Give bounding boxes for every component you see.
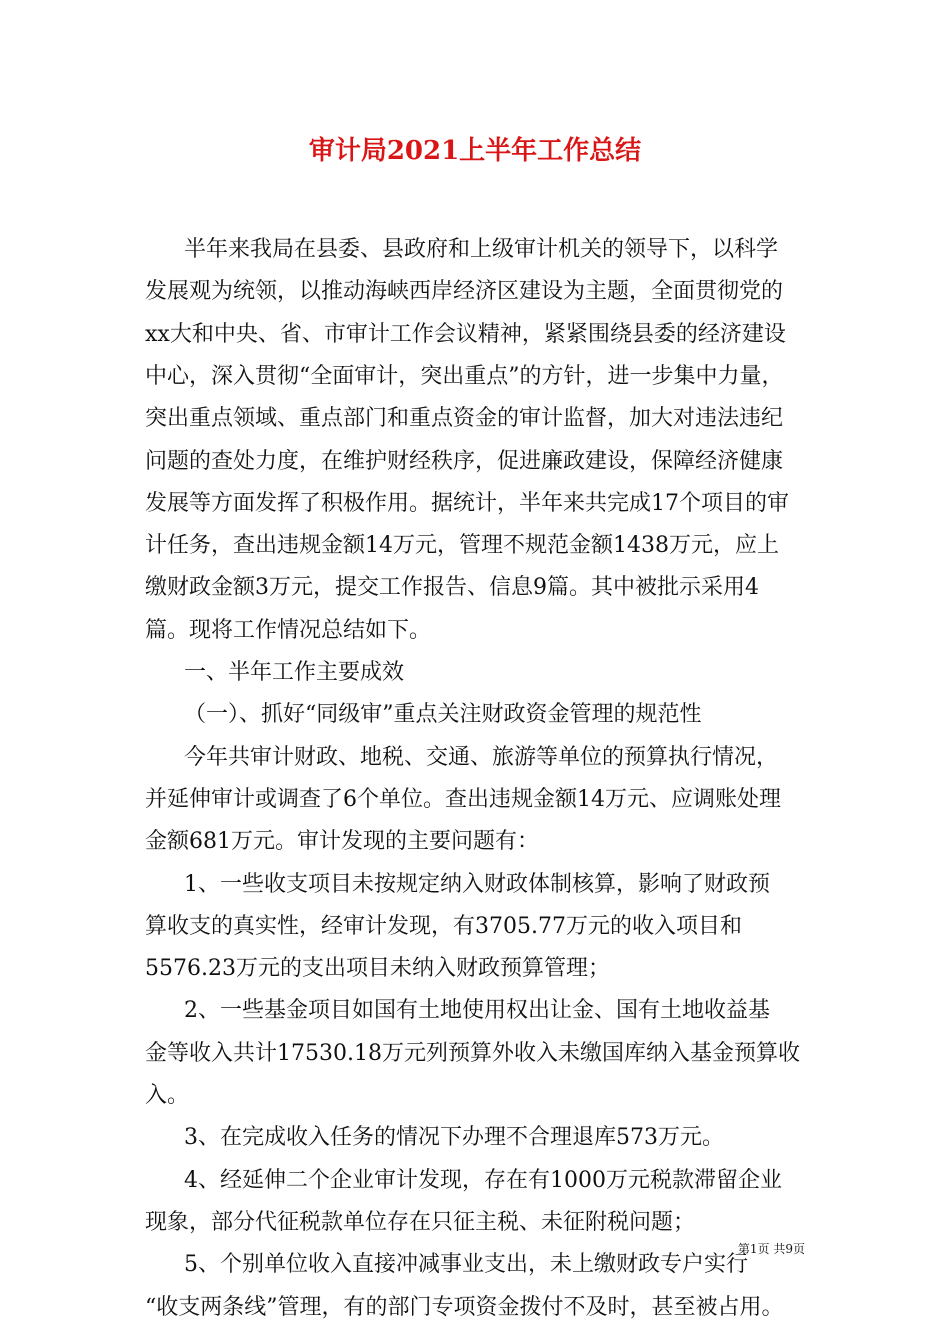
paragraph-line: 今年共审计财政、地税、交通、旅游等单位的预算执行情况， [184,744,779,770]
paragraph-line: 缴财政金额3万元，提交工作报告、信息9篇。其中被批示采用4 [145,575,759,601]
document-title: 审计局2021上半年工作总结 [308,136,642,166]
list-item-line: “收支两条线”管理，有的部门专项资金拨付不及时，甚至被占用。 [145,1294,784,1320]
paragraph-line: 发展等方面发挥了积极作用。据统计，半年来共完成17个项目的审 [145,490,789,516]
list-item-line: 3、在完成收入任务的情况下办理不合理退库573万元。 [184,1125,724,1151]
list-item-line: 2、一些基金项目如国有土地使用权出让金、国有土地收益基 [184,998,770,1024]
paragraph-line: 发展观为统领，以推动海峡西岸经济区建设为主题，全面贯彻党的 [145,279,784,305]
list-item-line: 入。 [145,1083,190,1108]
paragraph-line: 问题的查处力度，在维护财经秩序，促进廉政建设，保障经济健康 [145,448,784,474]
page-number-footer: 第1页 共9页 [737,1242,805,1256]
paragraph-line: 金额681万元。审计发现的主要问题有： [145,829,539,855]
paragraph-line: 中心，深入贯彻“全面审计，突出重点”的方针，进一步集中力量， [145,363,784,389]
subsection-heading: （一）、抓好“同级审”重点关注财政资金管理的规范性 [184,702,702,728]
list-item-line: 现象，部分代征税款单位存在只征主税、未征附税问题； [145,1209,696,1235]
list-item-line: 5、个别单位收入直接冲减事业支出，未上缴财政专户实行 [184,1252,748,1278]
list-item-line: 1、一些收支项目未按规定纳入财政体制核算，影响了财政预 [184,871,770,897]
section-heading: 一、半年工作主要成效 [184,660,405,685]
paragraph-line: 篇。现将工作情况总结如下。 [145,617,432,643]
list-item-line: 算收支的真实性，经审计发现，有3705.77万元的收入项目和 [145,913,742,939]
list-item-line: 5576.23万元的支出项目未纳入财政预算管理； [145,956,610,982]
paragraph-line: 半年来我局在县委、县政府和上级审计机关的领导下，以科学 [184,237,779,262]
paragraph-line: xx大和中央、省、市审计工作会议精神，紧紧围绕县委的经济建设 [145,321,786,347]
paragraph-line: 并延伸审计或调查了6个单位。查出违规金额14万元、应调账处理 [145,786,781,812]
list-item-line: 金等收入共计17530.18万元列预算外收入未缴国库纳入基金预算收 [145,1040,800,1066]
paragraph-line: 突出重点领域、重点部门和重点资金的审计监督，加大对违法违纪 [145,406,784,432]
list-item-line: 4、经延伸二个企业审计发现，存在有1000万元税款滞留企业 [184,1167,782,1193]
paragraph-line: 计任务，查出违规金额14万元，管理不规范金额1438万元，应上 [145,533,779,559]
